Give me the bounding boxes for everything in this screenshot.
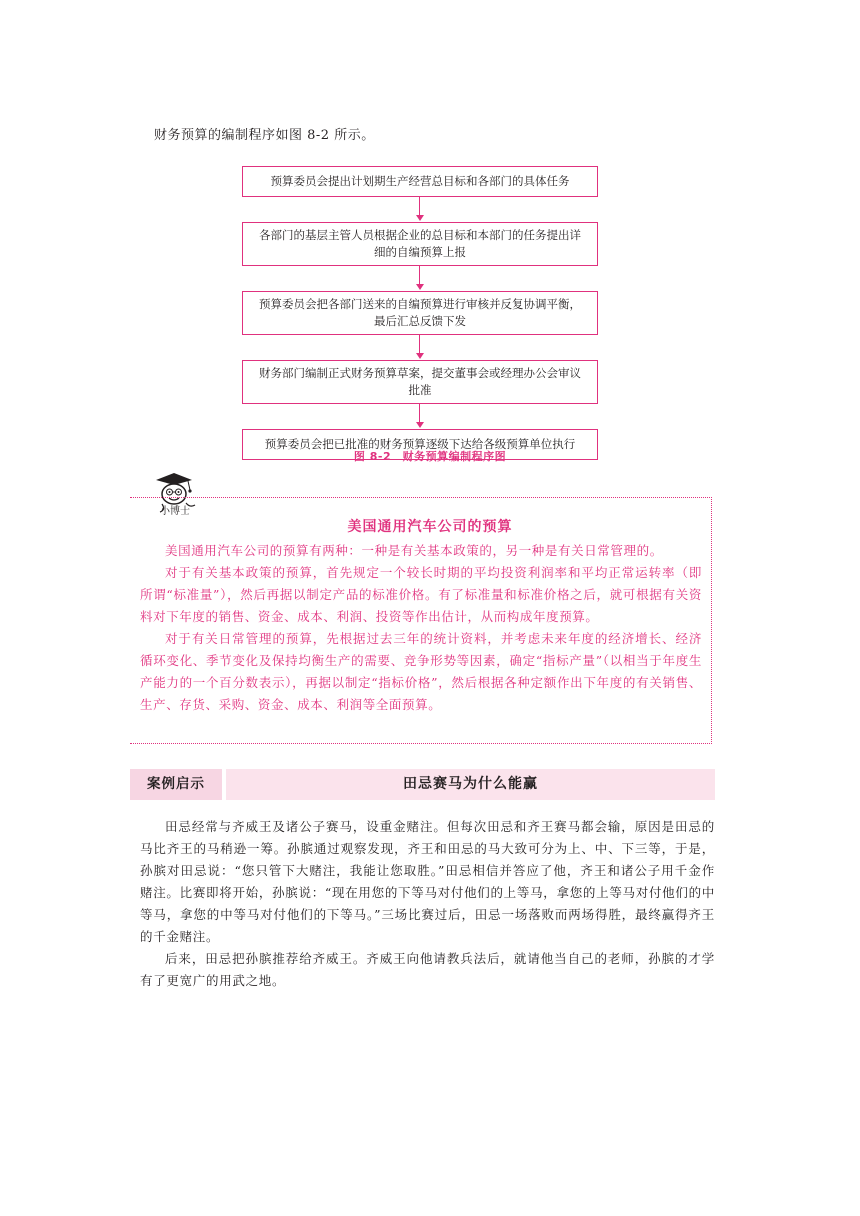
arrow-down-icon bbox=[242, 404, 598, 429]
figure-caption: 图 8-2 财务预算编制程序图 bbox=[353, 450, 507, 463]
flow-step-5: 预算委员会把已批准的财务预算逐级下达给各级预算单位执行 bbox=[242, 429, 598, 460]
intro-text: 财务预算的编制程序如图 8-2 所示。 bbox=[154, 128, 375, 143]
story-paragraph: 后来，田忌把孙膑推荐给齐威王。齐威王向他请教兵法后，就请他当自己的老师，孙膑的才学有了更宽广的用武之地。 bbox=[140, 951, 715, 988]
flow-step-1: 预算委员会提出计划期生产经营总目标和各部门的具体任务 bbox=[242, 166, 598, 197]
flow-step-4: 财务部门编制正式财务预算草案，提交董事会或经理办公会审议批准 bbox=[242, 360, 598, 404]
arrow-down-icon bbox=[242, 197, 598, 222]
case-label: 案例启示 bbox=[130, 769, 222, 800]
flowchart bbox=[242, 166, 598, 460]
info-box-body bbox=[140, 540, 702, 716]
flow-step-3: 预算委员会把各部门送来的自编预算进行审核并反复协调平衡，最后汇总反馈下发 bbox=[242, 291, 598, 335]
info-paragraph: 美国通用汽车公司的预算有两种：一种是有关基本政策的，另一种是有关日常管理的。 bbox=[165, 543, 663, 558]
flow-step-2: 各部门的基层主管人员根据企业的总目标和本部门的任务提出详细的自编预算上报 bbox=[242, 222, 598, 266]
case-story bbox=[140, 816, 715, 992]
mascot-label: 小博士 bbox=[160, 506, 190, 516]
arrow-down-icon bbox=[242, 335, 598, 360]
story-paragraph: 田忌经常与齐威王及诸公子赛马，设重金赌注。但每次田忌和齐王赛马都会输，原因是田忌的马比齐王的马稍逊一筹。孙膑通过观察发现，齐王和田忌的马大致可分为上、中、下三等，于是，孙膑对田忌说：“您只管下大赌注，我能让您取胜。”田忌相信并答应了他，齐王和诸公子用千金作赌注。比赛即将开始，孙膑说：“现在用您的下等马对付他们的上等马，拿您的上等马对付他们的中等马，拿您的中等马对付他们的下等马。”三场比赛过后，田忌一场落败而两场得胜，最终赢得齐王的千金赌注。 bbox=[140, 819, 715, 944]
info-paragraph: 对于有关基本政策的预算，首先规定一个较长时期的平均投资利润率和平均正常运转率（即所谓“标准量”），然后再据以制定产品的标准价格。有了标准量和标准价格之后，就可根据有关资料对下年度的销售、资金、成本、利润、投资等作出估计，从而构成年度预算。 bbox=[140, 565, 702, 624]
info-box-title: 美国通用汽车公司的预算 bbox=[347, 519, 513, 535]
case-header bbox=[130, 769, 715, 800]
case-title: 田忌赛马为什么能赢 bbox=[226, 769, 715, 800]
arrow-down-icon bbox=[242, 266, 598, 291]
info-paragraph: 对于有关日常管理的预算，先根据过去三年的统计资料，并考虑未来年度的经济增长、经济循环变化、季节变化及保持均衡生产的需要、竞争形势等因素，确定“指标产量”（以相当于年度生产能力的一个百分数表示），再据以制定“指标价格”，然后根据各种定额作出下年度的有关销售、生产、存货、采购、资金、成本、利润等全面预算。 bbox=[140, 631, 702, 712]
